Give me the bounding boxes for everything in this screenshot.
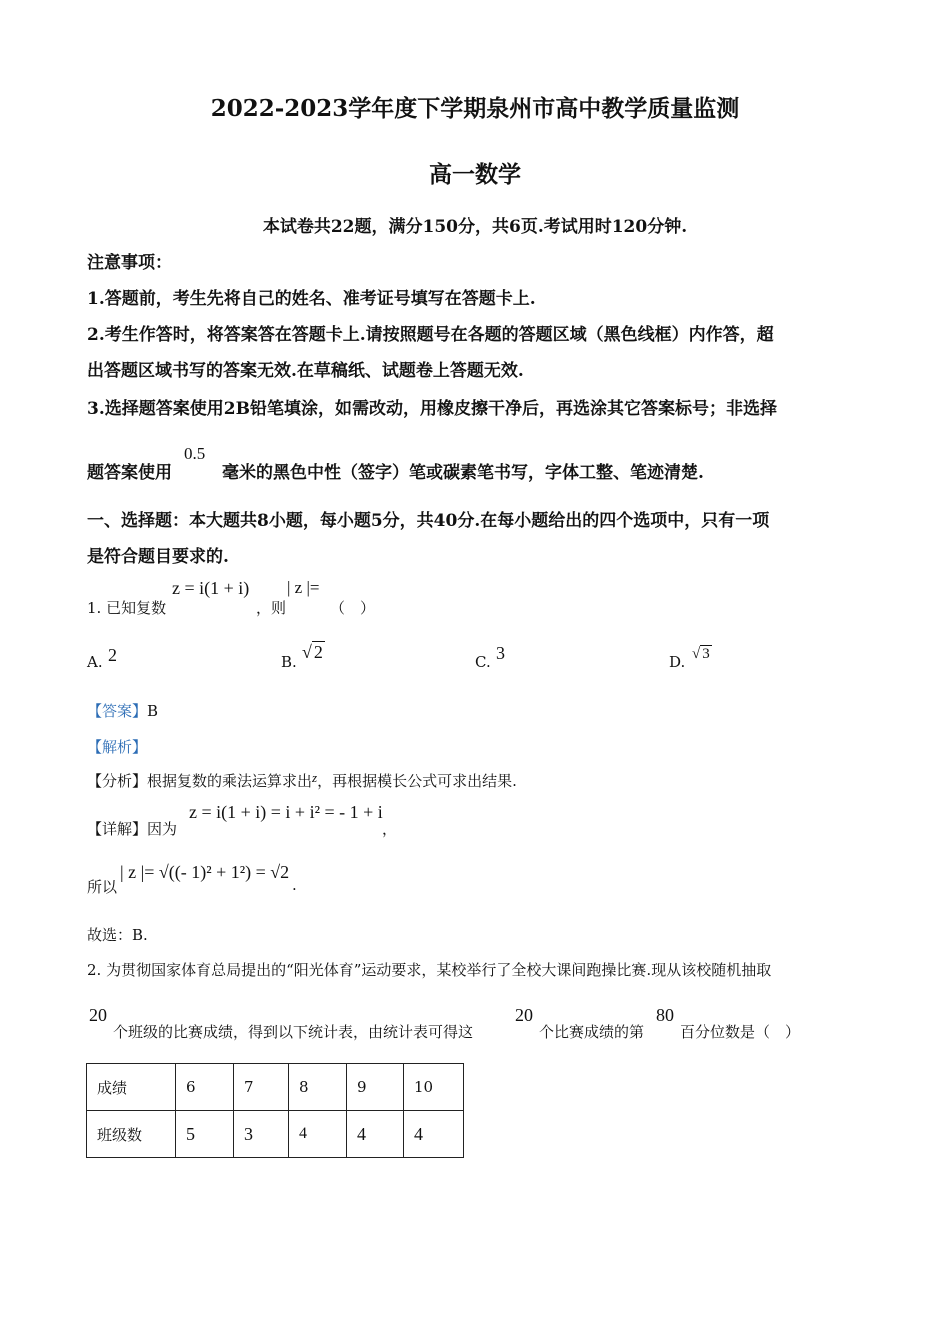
answer-tag: 【答案】	[87, 702, 148, 720]
q2-n1: 20	[89, 1005, 107, 1025]
fenxi-text-1: 根据复数的乘法运算求出	[147, 772, 313, 790]
table-row	[87, 1064, 464, 1111]
table-cell: 9	[347, 1064, 404, 1111]
q1-option-b-label: B.	[281, 653, 297, 671]
q1-option-d-radicand: 3	[702, 646, 710, 662]
section-1-line-2: 是符合题目要求的.	[87, 547, 229, 567]
notice-item-1: 1.答题前，考生先将自己的姓名、准考证号填写在答题卡上.	[87, 289, 536, 309]
table-cell: 5	[176, 1111, 234, 1158]
notice-item-3-line-1: 3.选择题答案使用2B铅笔填涂，如需改动，用橡皮擦干净后，再选涂其它答案标号；非选择	[87, 399, 777, 419]
table-row	[87, 1111, 464, 1158]
table-cell: 3	[234, 1111, 289, 1158]
notice-heading: 注意事项：	[87, 253, 172, 273]
table-cell: 10	[404, 1064, 464, 1111]
fenxi-tag: 【分析】	[87, 772, 148, 790]
table-cell: 4	[404, 1111, 464, 1158]
fenxi-var: z	[312, 770, 318, 785]
q1-modulus: | z |=	[287, 578, 320, 597]
table-cell: 4	[347, 1111, 404, 1158]
detail-tag: 【详解】	[87, 820, 148, 838]
fenxi-text-2: ，再根据模长公式可求出结果.	[317, 772, 517, 790]
q1-choose: 故选：B.	[87, 926, 148, 944]
table-cell: 班级数	[87, 1111, 176, 1158]
so-end: .	[292, 876, 297, 894]
notice-item-3-value: 0.5	[184, 444, 206, 463]
q2-text-1: 个班级的比赛成绩，得到以下统计表，由统计表可得这	[113, 1023, 474, 1041]
q1-mid: ，则	[256, 599, 287, 617]
notice-item-3-suffix: 毫米的黑色中性（签字）笔或碳素笔书写，字体工整、笔迹清楚.	[222, 463, 704, 483]
detail-formula: z = i(1 + i) = i + i² = - 1 + i	[189, 802, 383, 822]
q1-prefix: 1. 已知复数	[87, 599, 167, 617]
detail-end: ，	[382, 820, 398, 838]
page-title: 2022-2023学年度下学期泉州市高中教学质量监测	[210, 95, 740, 122]
q1-fenxi	[87, 770, 517, 791]
section-1-line-1: 一、选择题：本大题共8小题，每小题5分，共40分.在每小题给出的四个选项中，只有一项	[87, 511, 770, 531]
q2-text-2: 个比赛成绩的第	[539, 1023, 645, 1041]
q2-n3: 80	[656, 1005, 674, 1025]
q2-n2: 20	[515, 1005, 533, 1025]
q1-answer	[87, 700, 158, 721]
q1-detail	[87, 818, 177, 839]
q1-option-d-value: √ 3	[692, 646, 710, 662]
page-subtitle: 高一数学	[429, 161, 521, 188]
q1-option-a-value: 2	[108, 645, 117, 665]
q1-option-c-label: C.	[475, 653, 491, 671]
so-formula: | z |= √((- 1)² + 1²) = √2	[120, 862, 290, 882]
q1-option-b-value: √ 2	[302, 642, 323, 662]
table-cell: 7	[234, 1064, 289, 1111]
notice-item-2-line-1: 2.考生作答时，将答案答在答题卡上.请按照题号在各题的答题区域（黑色线框）内作答，超	[87, 325, 774, 345]
q1-option-c-value: 3	[496, 643, 505, 663]
analysis-tag: 【解析】	[87, 738, 148, 756]
q1-paren: （ ）	[330, 599, 376, 617]
notice-item-2-line-2: 出答题区域书写的答案无效.在草稿纸、试题卷上答题无效.	[87, 361, 524, 381]
table-cell: 成绩	[87, 1064, 176, 1111]
exam-info: 本试卷共22题，满分150分，共6页.考试用时120分钟.	[262, 217, 688, 237]
notice-item-3-prefix: 题答案使用	[87, 463, 172, 483]
score-table	[86, 1063, 464, 1158]
q1-formula: z = i(1 + i)	[172, 578, 250, 598]
table-cell: 6	[176, 1064, 234, 1111]
so-text: 所以	[87, 878, 118, 896]
q2-text-3: 百分位数是（ ）	[680, 1023, 801, 1041]
q1-option-d-label: D.	[669, 653, 686, 671]
answer-value: B	[147, 702, 159, 720]
q1-option-b-radicand: 2	[313, 642, 323, 662]
table-cell: 8	[289, 1064, 347, 1111]
q1-option-a-label: A.	[87, 653, 103, 671]
detail-text: 因为	[147, 820, 178, 838]
table-cell: 4	[289, 1111, 347, 1158]
q2-line-1: 2. 为贯彻国家体育总局提出的“阳光体育”运动要求，某校举行了全校大课间跑操比赛.现从该校随机抽取	[87, 961, 772, 979]
